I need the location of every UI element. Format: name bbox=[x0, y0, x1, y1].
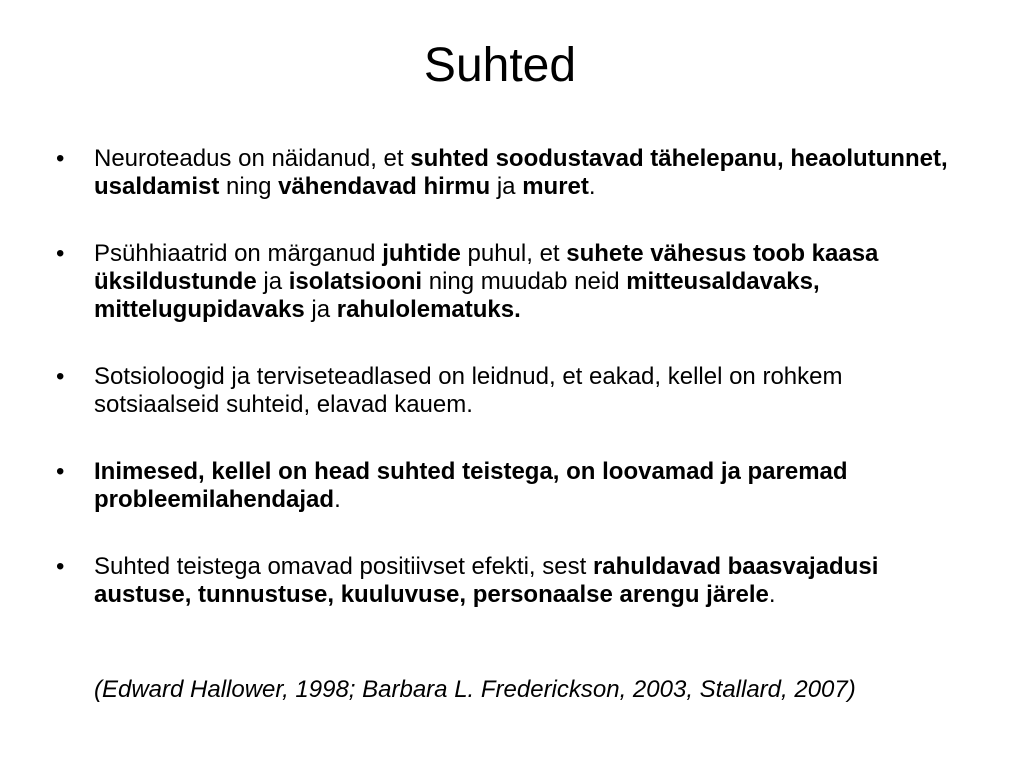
text-run: puhul, et bbox=[460, 240, 567, 267]
text-run: ja bbox=[490, 173, 523, 200]
text-run: ning bbox=[219, 173, 279, 200]
bullet-item bbox=[94, 553, 954, 609]
bold-text-run: juhtide bbox=[382, 240, 461, 267]
text-run: ja bbox=[256, 268, 289, 295]
text-run: Neuroteadus on näidanud, et bbox=[94, 145, 411, 172]
bold-text-run: suhete vähesus toob kaasa üksildustunde bbox=[94, 240, 879, 295]
text-run: ja bbox=[304, 296, 337, 323]
bold-text-run: vähendavad hirmu bbox=[278, 173, 491, 200]
text-run: . bbox=[334, 486, 341, 513]
citation: (Edward Hallower, 1998; Barbara L. Frederickson, 2003, Stallard, 2007) bbox=[94, 676, 856, 703]
bold-text-run: suhted soodustavad tähelepanu, heaolutunnet, usaldamist bbox=[94, 145, 948, 200]
bullet-item bbox=[94, 458, 954, 514]
bold-text-run: rahuldavad baasvajadusi austuse, tunnustuse, kuuluvuse, personaalse arengu järele bbox=[94, 553, 879, 608]
text-run: ning muudab neid bbox=[422, 268, 627, 295]
slide-title: Suhted bbox=[423, 39, 577, 92]
bullet-item bbox=[94, 145, 954, 201]
text-run: Sotsioloogid ja terviseteadlased on leidnud, et eakad, kellel on rohkem sotsiaalseid suhteid, elavad kauem. bbox=[94, 363, 843, 418]
bold-text-run: Inimesed, kellel on head suhted teistega, on loovamad ja paremad probleemilahendajad bbox=[94, 458, 848, 513]
bullet-item bbox=[94, 363, 954, 419]
bold-text-run: rahulolematuks. bbox=[336, 296, 521, 323]
bullet-item bbox=[94, 240, 954, 324]
bold-text-run: muret bbox=[522, 173, 589, 200]
bold-text-run: mitteusaldavaks, mittelugupidavaks bbox=[94, 268, 820, 323]
text-run: Psühhiaatrid on märganud bbox=[94, 240, 383, 267]
text-run: Suhted teistega omavad positiivset efekti, sest bbox=[94, 553, 593, 580]
text-run: . bbox=[588, 173, 596, 200]
text-run: . bbox=[768, 581, 776, 608]
bold-text-run: isolatsiooni bbox=[288, 268, 423, 295]
